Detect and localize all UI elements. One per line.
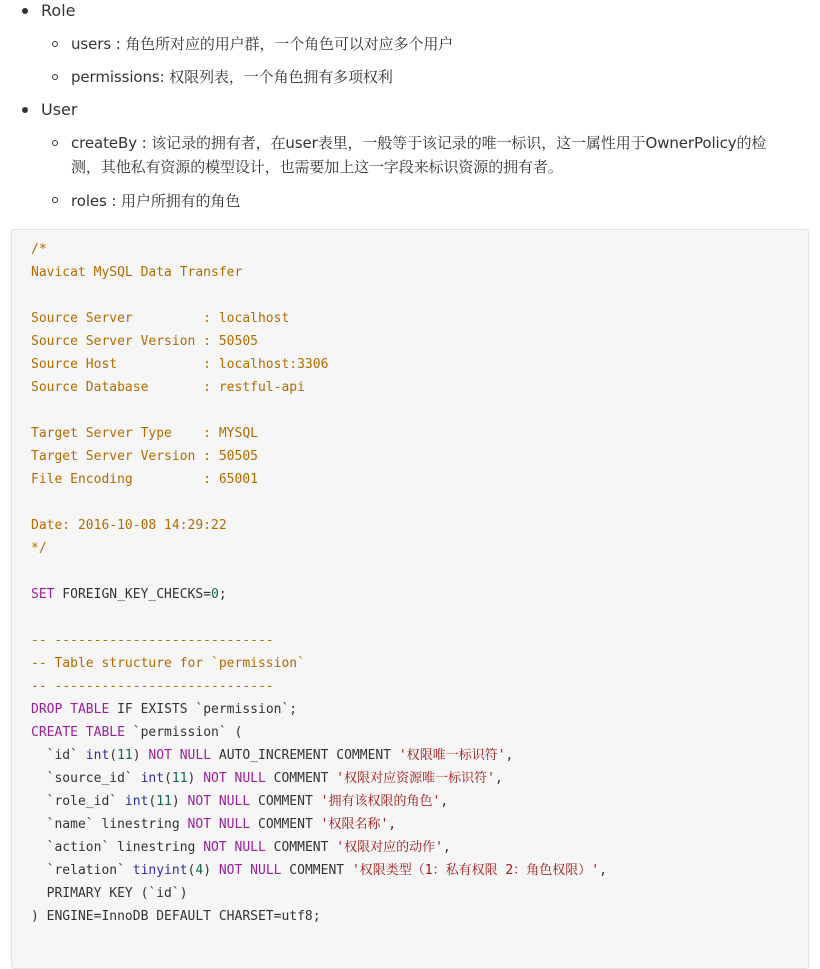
code-line-set: SET FOREIGN_KEY_CHECKS=0; xyxy=(31,587,227,602)
list-item-roles: roles : 用户所拥有的角色 xyxy=(71,192,241,210)
code-line-pk: PRIMARY KEY (`id`) xyxy=(31,886,188,901)
code-line: */ xyxy=(31,541,47,556)
item-desc: 该记录的拥有者，在user表里，一般等于该记录的唯一标识，这一属性用于OwnerPolicy的检 xyxy=(151,134,767,152)
code-line-column: `source_id` int(11) NOT NULL COMMENT '权限对应资源唯一标识符', xyxy=(31,771,503,786)
item-desc: 用户所拥有的角色 xyxy=(121,192,241,210)
list-item-user: User xyxy=(41,100,78,119)
code-line-column: `relation` tinyint(4) NOT NULL COMMENT '权限类型（1：私有权限 2：角色权限）', xyxy=(31,863,607,878)
code-line-column: `id` int(11) NOT NULL AUTO_INCREMENT COMMENT '权限唯一标识符', xyxy=(31,748,514,763)
bullet-dot xyxy=(22,8,28,14)
code-line xyxy=(31,491,607,514)
list-item-role: Role xyxy=(41,1,76,20)
item-key: users xyxy=(71,35,112,53)
code-line-column: `role_id` int(11) NOT NULL COMMENT '拥有该权限的角色', xyxy=(31,794,449,809)
code-line-column: `name` linestring NOT NULL COMMENT '权限名称', xyxy=(31,817,397,832)
code-line: Source Host : localhost:3306 xyxy=(31,357,329,372)
item-desc-cont: 测，其他私有资源的模型设计，也需要加上这一字段来标识资源的拥有者。 xyxy=(71,158,563,176)
code-line xyxy=(31,284,607,307)
bullet-circle xyxy=(52,74,58,80)
code-line-blank xyxy=(31,606,607,629)
code-line-blank xyxy=(31,560,607,583)
code-line: -- ---------------------------- xyxy=(31,679,274,694)
list-item-createby: createBy : 该记录的拥有者，在user表里，一般等于该记录的唯一标识，这一属性用于OwnerPolicy的检 测，其他私有资源的模型设计，也需要加上这一字段来标识资源的拥有者。 xyxy=(71,134,767,176)
bullet-circle xyxy=(52,41,58,47)
item-key: roles xyxy=(71,192,107,210)
code-line: File Encoding : 65001 xyxy=(31,472,258,487)
code-line: /* xyxy=(31,242,47,257)
code-content xyxy=(31,238,607,928)
code-line-engine: ) ENGINE=InnoDB DEFAULT CHARSET=utf8; xyxy=(31,909,321,924)
code-line: Source Database : restful-api xyxy=(31,380,305,395)
code-block xyxy=(11,229,809,969)
code-line-drop: DROP TABLE IF EXISTS `permission`; xyxy=(31,702,298,717)
code-line: -- ---------------------------- xyxy=(31,633,274,648)
item-key: createBy xyxy=(71,134,137,152)
bullet-dot xyxy=(22,107,28,113)
code-line-create: CREATE TABLE `permission` ( xyxy=(31,725,243,740)
code-line: Source Server : localhost xyxy=(31,311,290,326)
list-item-permissions: permissions: 权限列表，一个角色拥有多项权利 xyxy=(71,68,393,86)
code-line-column: `action` linestring NOT NULL COMMENT '权限对应的动作', xyxy=(31,840,451,855)
code-line: Source Server Version : 50505 xyxy=(31,334,258,349)
list-item-users: users : 角色所对应的用户群，一个角色可以对应多个用户 xyxy=(71,35,454,53)
item-desc: 角色所对应的用户群，一个角色可以对应多个用户 xyxy=(125,35,454,53)
code-line: Navicat MySQL Data Transfer xyxy=(31,265,243,280)
code-line: Target Server Version : 50505 xyxy=(31,449,258,464)
item-desc: 权限列表，一个角色拥有多项权利 xyxy=(169,68,393,86)
bullet-circle xyxy=(52,197,58,203)
item-key: permissions xyxy=(71,68,160,86)
code-line: -- Table structure for `permission` xyxy=(31,656,305,671)
code-line: Date: 2016-10-08 14:29:22 xyxy=(31,518,227,533)
code-line: Target Server Type : MYSQL xyxy=(31,426,258,441)
bullet-circle xyxy=(52,140,58,146)
code-line xyxy=(31,399,607,422)
